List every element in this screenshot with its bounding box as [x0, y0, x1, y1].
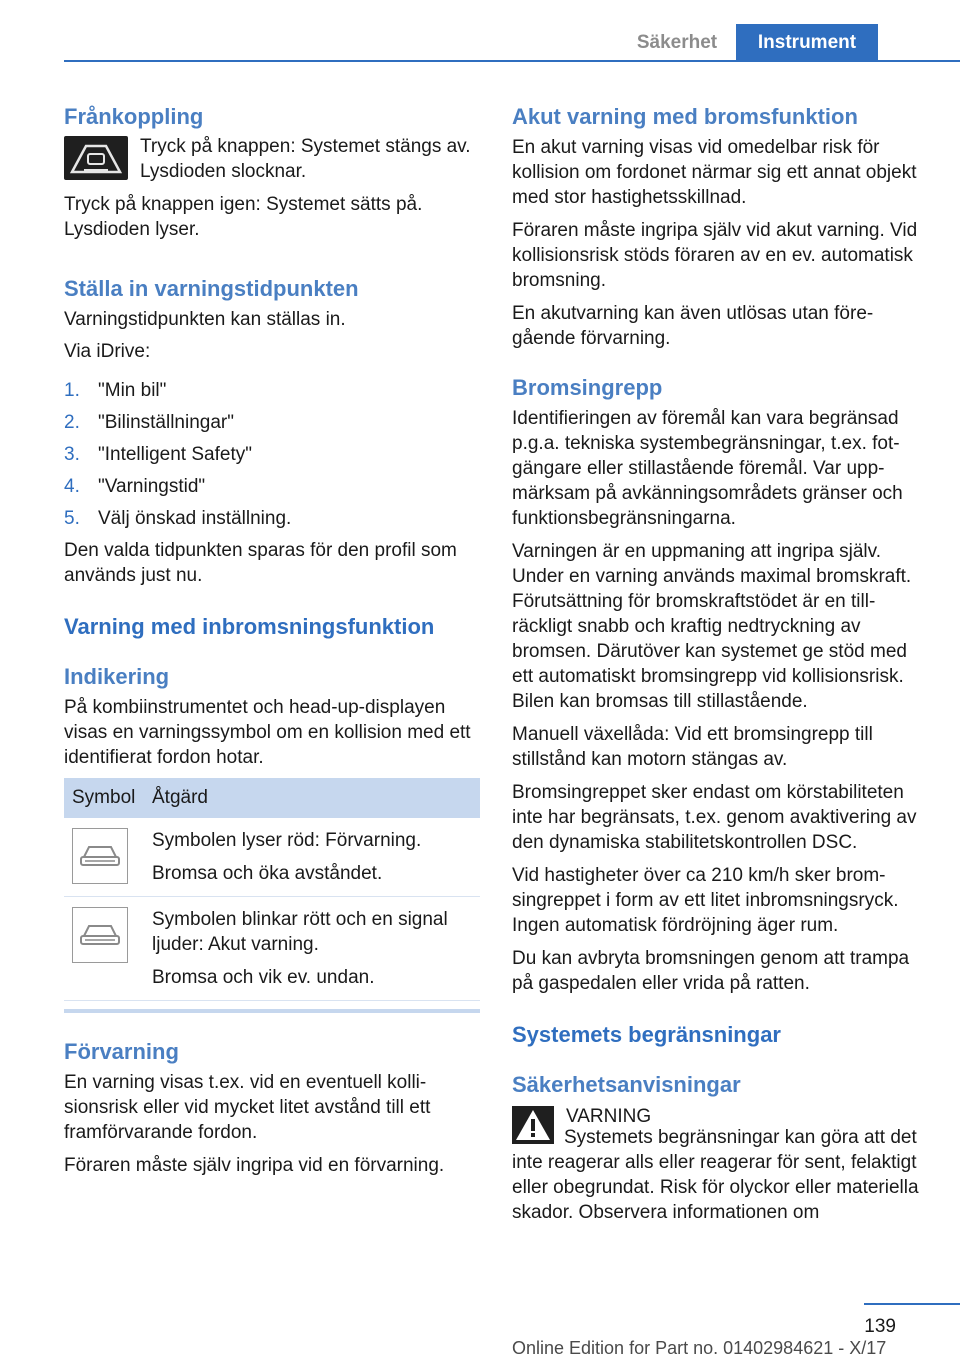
akut-heading: Akut varning med bromsfunktion — [512, 104, 858, 129]
table-cell-action — [152, 828, 421, 886]
list-number: 4. — [64, 476, 80, 497]
varning-heading: Varning med inbromsningsfunktion — [64, 614, 435, 639]
list-item — [64, 410, 480, 435]
table-cell-symbol — [64, 828, 152, 886]
table-header-symbol: Symbol — [72, 787, 136, 808]
warning-label: VARNING — [566, 1106, 652, 1127]
bromsingrepp-text-3: Manuell växellåda: Vid ett bromsingrepp till stillstånd kan motorn stängas av. — [512, 724, 873, 770]
idrive-steps-list — [64, 378, 480, 531]
list-text: "Intelligent Safety" — [98, 444, 252, 465]
table-header-action: Åtgärd — [152, 787, 208, 808]
right-column — [512, 100, 928, 1225]
lane-warning-button-icon — [64, 136, 128, 180]
bromsingrepp-text-6: Du kan avbryta bromsningen genom att trampa på gaspedalen eller vrida på ratten. — [512, 948, 910, 994]
page-number: 139 — [864, 1316, 896, 1337]
frankoppling-text-1: Tryck på knappen: Systemet stängs av. Lysdioden slocknar. — [140, 136, 471, 182]
bromsingrepp-text-4: Bromsingreppet sker endast om körstabiliteten inte har begränsats, t.ex. genom avaktivering av den dynamiska stabilitetskontrollen DSC. — [512, 782, 917, 853]
table-end-rule — [64, 1009, 480, 1013]
frankoppling-icon-row — [64, 134, 480, 184]
akut-text-1: En akut varning visas vid omedelbar risk för kollision om fordonet närmar sig ett annat objekt med stor hastighetsskillnad. — [512, 137, 917, 208]
header-tab-section: Säkerhet — [636, 32, 718, 53]
stalla-text-2: Via iDrive: — [64, 341, 151, 362]
table-row — [64, 818, 480, 897]
bromsingrepp-heading: Bromsingrepp — [512, 375, 663, 400]
list-number: 3. — [64, 444, 80, 465]
indikering-heading: Indikering — [64, 664, 170, 689]
table-action-text: Bromsa och vik ev. undan. — [152, 967, 375, 988]
bromsingrepp-text-2: Varningen är en uppmaning att ingripa själv. Under en varning används maximal bromskraft. Förutsättning för bromskraftstödet är en tillräckligt snabb och kraftig nedtryckning av bromsen. Därutöver kan systemet ge stöd med ett automatiskt bromsingrepp vid kollisionsrisk. Bilen kan bromsas till stillastående. — [512, 541, 912, 712]
forvarning-heading: Förvarning — [64, 1039, 179, 1064]
sakerhet-heading: Säkerhetsanvisningar — [512, 1072, 741, 1097]
akut-text-3: En akutvarning kan även utlösas utan föregående förvarning. — [512, 303, 874, 349]
header-tab-chapter: Instrument — [736, 24, 878, 62]
table-cell-action — [152, 907, 480, 990]
indikering-text: På kombiinstrumentet och head-up-displayen visas en varningssymbol om en kollision med ett identifierat fordon hotar. — [64, 697, 471, 768]
symbol-table — [64, 778, 480, 1013]
list-item — [64, 378, 480, 403]
footer-rule — [864, 1303, 960, 1305]
table-action-text: Symbolen lyser röd: Förvarning. — [152, 830, 422, 851]
list-number: 5. — [64, 508, 80, 529]
list-number: 1. — [64, 380, 80, 401]
forvarning-text-2: Föraren måste själv ingripa vid en förvarning. — [64, 1155, 445, 1176]
list-text: Välj önskad inställning. — [98, 508, 292, 529]
frankoppling-text-2: Tryck på knappen igen: Systemet sätts på. Lysdioden lyser. — [64, 194, 423, 240]
left-column — [64, 100, 480, 1178]
list-item — [64, 506, 480, 531]
list-text: "Min bil" — [98, 380, 167, 401]
warning-text: Systemets begränsningar kan göra att det inte reagerar alls eller reagerar för sent, felaktigt eller obegrundat. Risk för olyckor eller materiella skador. Observera informationen om — [512, 1127, 919, 1223]
bromsingrepp-text-1: Identifieringen av föremål kan vara begränsad p.g.a. tekniska systembegränsningar, t.ex. fotgängare eller stillastående föremål. Var uppmärksam på avkänningsområdets gränser och funktionsbegränsningarna. — [512, 408, 903, 529]
list-item — [64, 474, 480, 499]
list-item — [64, 442, 480, 467]
table-cell-symbol — [64, 907, 152, 990]
car-warning-icon — [72, 907, 128, 963]
stalla-text-1: Varningstidpunkten kan ställas in. — [64, 309, 346, 330]
stalla-heading: Ställa in varningstidpunkten — [64, 276, 359, 301]
list-number: 2. — [64, 412, 80, 433]
list-text: "Varningstid" — [98, 476, 206, 497]
stalla-text-3: Den valda tidpunkten sparas för den profil som används just nu. — [64, 540, 457, 586]
table-action-text: Symbolen blinkar rött och en signal ljuder: Akut varning. — [152, 909, 448, 955]
frankoppling-heading: Frånkoppling — [64, 104, 204, 129]
table-row — [64, 897, 480, 1001]
table-action-text: Bromsa och öka avståndet. — [152, 863, 383, 884]
begransningar-heading: Systemets begränsningar — [512, 1022, 781, 1047]
list-text: "Bilinställningar" — [98, 412, 234, 433]
forvarning-text-1: En varning visas t.ex. vid en eventuell kollisionsrisk eller vid mycket litet avstånd till ett framförvarande fordon. — [64, 1072, 431, 1143]
bromsingrepp-text-5: Vid hastigheter över ca 210 km/h sker bromsingreppet i form av ett litet inbromsningsryck. Ingen automatisk fördröjning äger rum. — [512, 865, 899, 936]
header-rule — [64, 60, 960, 62]
edition-footer: Online Edition for Part no. 01402984621 - X/17 — [512, 1338, 887, 1358]
table-header — [64, 778, 480, 818]
car-warning-icon — [72, 828, 128, 884]
warning-triangle-icon — [512, 1106, 554, 1144]
akut-text-2: Föraren måste ingripa själv vid akut varning. Vid kollisionsrisk stöds föraren av en ev. automatisk bromsning. — [512, 220, 918, 291]
